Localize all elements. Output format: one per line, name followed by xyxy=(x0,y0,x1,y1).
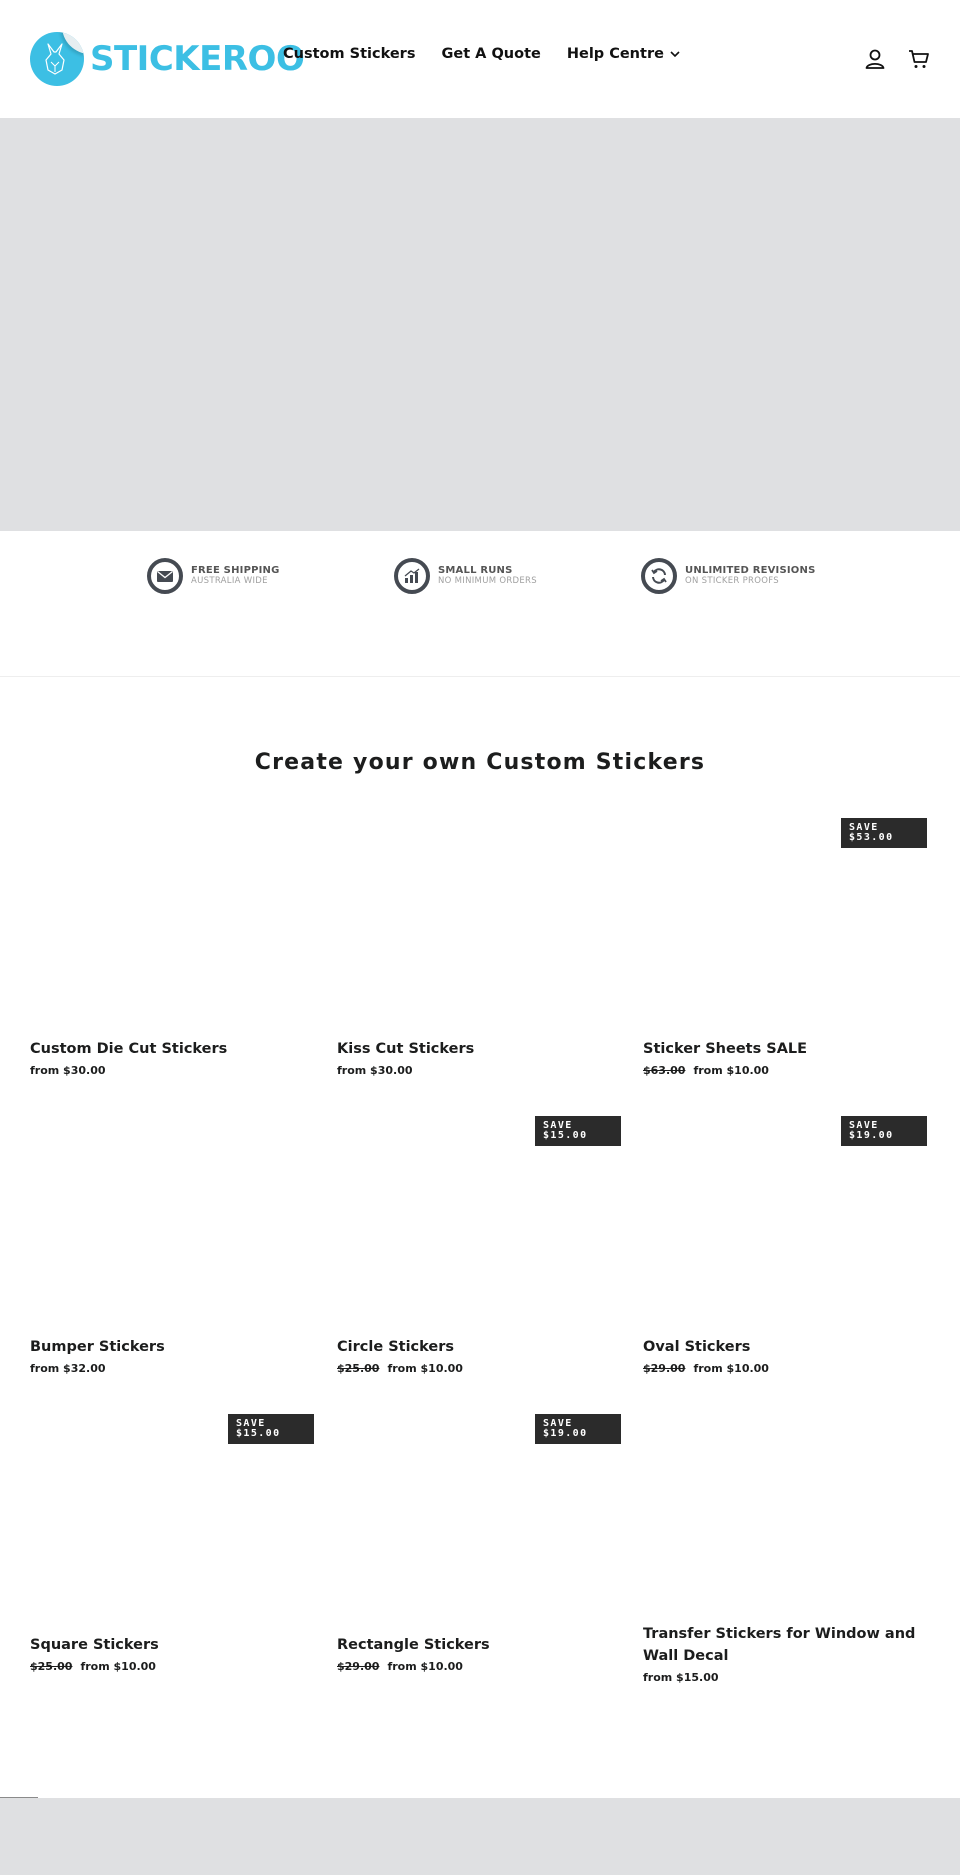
product-image xyxy=(337,818,621,1018)
feature-subtitle: AUSTRALIA WIDE xyxy=(191,575,268,586)
price-current: from $30.00 xyxy=(337,1064,413,1077)
product-price xyxy=(643,1671,927,1684)
nav-help-centre[interactable] xyxy=(567,46,680,62)
price-current: from $15.00 xyxy=(643,1671,719,1684)
product-title: Transfer Stickers for Window and Wall Decal xyxy=(643,1626,916,1664)
features-strip xyxy=(0,531,960,677)
product-title: Circle Stickers xyxy=(337,1339,455,1355)
site-footer xyxy=(0,1798,960,1875)
product-price xyxy=(30,1660,314,1673)
product-price xyxy=(643,1362,927,1375)
product-card[interactable] xyxy=(337,818,621,1077)
product-title: Rectangle Stickers xyxy=(337,1637,490,1653)
nav-help-centre-label: Help Centre xyxy=(566,46,664,62)
brand-logo[interactable] xyxy=(30,31,305,87)
account-icon[interactable] xyxy=(864,48,886,70)
product-card[interactable] xyxy=(643,1116,927,1375)
price-current: from $10.00 xyxy=(80,1660,156,1673)
sale-badge: SAVE $19.00 xyxy=(841,1116,927,1146)
product-image xyxy=(643,818,927,1018)
product-title: Custom Die Cut Stickers xyxy=(30,1041,228,1057)
product-price xyxy=(30,1064,314,1077)
sale-badge: SAVE $19.00 xyxy=(535,1414,621,1444)
product-title: Kiss Cut Stickers xyxy=(337,1041,475,1057)
feature-free-shipping xyxy=(147,557,280,595)
price-current: from $10.00 xyxy=(387,1660,463,1673)
product-title: Square Stickers xyxy=(30,1637,159,1653)
price-original: $29.00 xyxy=(337,1660,380,1673)
product-price xyxy=(643,1064,927,1077)
feature-title: FREE SHIPPING xyxy=(191,565,280,577)
product-image xyxy=(337,1414,621,1614)
price-current: from $10.00 xyxy=(693,1064,769,1077)
main-nav xyxy=(283,46,706,62)
sale-badge: SAVE $15.00 xyxy=(228,1414,314,1444)
price-original: $25.00 xyxy=(337,1362,380,1375)
price-original: $29.00 xyxy=(643,1362,686,1375)
feature-unlimited-revisions xyxy=(641,557,815,595)
hero-banner xyxy=(0,118,960,531)
product-card[interactable] xyxy=(337,1414,621,1673)
price-current: from $10.00 xyxy=(387,1362,463,1375)
sale-badge: SAVE $53.00 xyxy=(841,818,927,848)
price-current: from $10.00 xyxy=(693,1362,769,1375)
product-title: Oval Stickers xyxy=(643,1339,751,1355)
section-title: Create your own Custom Stickers xyxy=(254,750,706,775)
product-card[interactable] xyxy=(643,1403,927,1684)
nav-get-a-quote[interactable]: Get A Quote xyxy=(441,46,541,62)
feature-small-runs xyxy=(394,557,537,595)
price-current: from $32.00 xyxy=(30,1362,106,1375)
kangaroo-logo-icon xyxy=(30,32,84,86)
product-image xyxy=(30,1414,314,1614)
sale-badge: SAVE $15.00 xyxy=(535,1116,621,1146)
product-price xyxy=(337,1064,621,1077)
chevron-down-icon xyxy=(670,46,680,62)
nav-custom-stickers[interactable]: Custom Stickers xyxy=(283,46,416,62)
brand-name: STICKEROO xyxy=(90,39,305,79)
header-actions xyxy=(864,48,930,70)
product-image xyxy=(643,1403,927,1603)
product-card[interactable] xyxy=(643,818,927,1077)
product-image xyxy=(337,1116,621,1316)
product-price xyxy=(30,1362,314,1375)
feature-subtitle: ON STICKER PROOFS xyxy=(685,575,779,586)
feature-subtitle: NO MINIMUM ORDERS xyxy=(438,575,537,586)
product-image xyxy=(30,1116,314,1316)
bar-chart-icon xyxy=(394,558,430,594)
product-card[interactable] xyxy=(30,818,314,1077)
cart-icon[interactable] xyxy=(908,48,930,70)
feature-title: SMALL RUNS xyxy=(438,565,513,577)
refresh-icon xyxy=(641,558,677,594)
product-image xyxy=(30,818,314,1018)
product-price xyxy=(337,1362,621,1375)
price-original: $25.00 xyxy=(30,1660,73,1673)
product-card[interactable] xyxy=(337,1116,621,1375)
product-card[interactable] xyxy=(30,1414,314,1673)
product-price xyxy=(337,1660,621,1673)
feature-title: UNLIMITED REVISIONS xyxy=(685,565,816,577)
price-original: $63.00 xyxy=(643,1064,686,1077)
product-title: Sticker Sheets SALE xyxy=(643,1041,808,1057)
product-title: Bumper Stickers xyxy=(30,1339,165,1355)
site-header xyxy=(0,0,960,118)
envelope-icon xyxy=(147,558,183,594)
product-image xyxy=(643,1116,927,1316)
price-current: from $30.00 xyxy=(30,1064,106,1077)
product-card[interactable] xyxy=(30,1116,314,1375)
